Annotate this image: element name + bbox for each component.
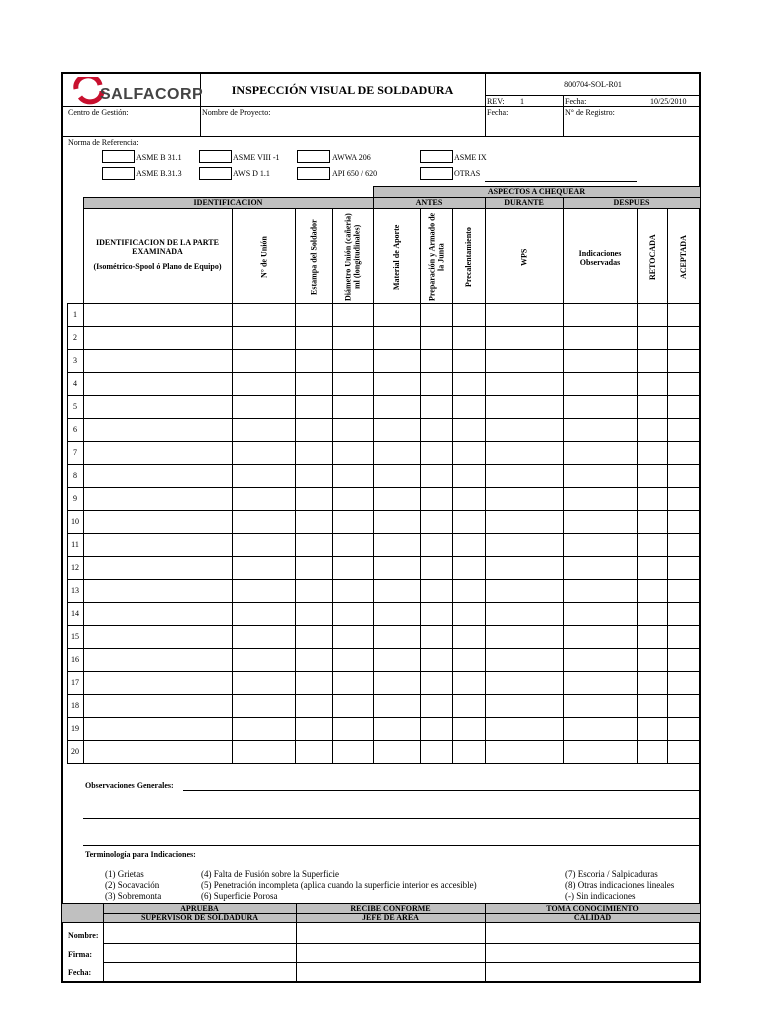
norma-option: ASME IX [454,153,487,162]
norma-option: OTRAS [454,169,481,178]
grid-row-line [67,303,700,304]
antes-header: ANTES [415,198,443,207]
jefe-header: JEFE DE AREA [362,913,419,922]
grid-row-line [67,418,700,419]
grid-row-line [67,326,700,327]
table-line [700,186,701,764]
checkbox-asme-b313[interactable] [102,167,135,180]
registro-label: N° de Registro: [565,108,615,117]
row-number: 13 [71,586,79,595]
grid-row-line [67,602,700,603]
row-number: 14 [71,609,79,618]
grid-row-line [67,717,700,718]
aspectos-header: ASPECTOS A CHEQUEAR [487,187,586,196]
grid-row-line [67,510,700,511]
grid-row-line [67,349,700,350]
row-number: 5 [73,402,77,411]
col-parte-examinada [84,238,231,271]
col-indicaciones: Indicaciones Observadas [578,249,622,267]
toma-header: TOMA CONOCIMIENTO [546,904,639,913]
grid-row-line [67,464,700,465]
term-item: (5) Penetración incompleta (aplica cuando la superficie interior es accesible) [201,880,477,890]
norma-option: AWS D 1.1 [233,169,270,178]
row-number: 19 [71,724,79,733]
term-item: (7) Escoria / Salpicaduras [565,869,658,879]
grid-row-line [67,579,700,580]
doc-code: 800704-SOL-R01 [564,80,622,89]
grid-row-line [67,648,700,649]
col-union: N° de Unión [259,236,269,278]
grid-row-line [67,441,700,442]
row-number: 12 [71,563,79,572]
calidad-header: CALIDAD [573,913,612,922]
col-wps: WPS [519,248,529,266]
row-number: 10 [71,517,79,526]
header-line [62,136,701,137]
despues-header: DESPUES [613,198,650,207]
row-number: 2 [73,333,77,342]
norma-option: ASME B 31.1 [136,153,182,162]
col-precalentamiento: Precalentamiento [464,227,473,287]
term-item: (2) Socavación [105,880,160,890]
term-item: (3) Sobremonta [105,891,162,901]
row-number: 1 [73,310,77,319]
grid-row-line [67,372,700,373]
norma-option: API 650 / 620 [332,169,378,178]
rev-label: REV: [487,97,505,106]
checkbox-api-650[interactable] [297,167,330,180]
checkbox-otras[interactable] [420,167,453,180]
observaciones-line[interactable] [83,818,700,819]
row-number: 17 [71,678,79,687]
grid-column-line [563,208,564,763]
grid-row-line [67,740,700,741]
header-divider [563,95,564,136]
header-line [485,95,701,96]
norma-option: ASME B.31.3 [136,169,182,178]
grid-row-line [67,625,700,626]
checkbox-aws-d11[interactable] [199,167,232,180]
term-item: (8) Otras indicaciones lineales [565,880,675,890]
norma-option: ASME VIII -1 [233,153,280,162]
checkbox-asme-ix[interactable] [420,150,453,163]
firma-label: Firma: [68,950,92,959]
logo-text: SALFACORP [100,86,204,103]
company-logo [72,77,204,105]
nombre-proyecto-label: Nombre de Proyecto: [202,108,271,117]
observaciones-line[interactable] [183,790,700,791]
term-item: (6) Superficie Porosa [201,891,278,901]
identificacion-header: IDENTIFICACION [193,198,263,207]
norma-label: Norma de Referencia: [68,138,139,147]
terminologia-label: Terminología para Indicaciones: [85,850,196,859]
grid-row-line [67,556,700,557]
row-number: 11 [71,540,79,549]
header-divider [200,72,201,136]
row-number: 16 [71,655,79,664]
col-material: Material de Aporte [392,224,401,290]
fecha-label: Fecha: [565,97,587,106]
row-number: 20 [71,747,79,756]
observaciones-line[interactable] [83,845,700,846]
grid-row-line [67,395,700,396]
rev-value: 1 [520,97,524,106]
fecha2-label: Fecha: [487,108,509,117]
col-diametro: Diámetro Unión (cañeria) ml (longitudinales) [343,213,362,301]
term-item: (4) Falta de Fusión sobre la Superficie [201,869,339,879]
header-line [62,106,701,107]
row-number: 9 [73,494,77,503]
fecha-firma-label: Fecha: [68,968,92,977]
col-parte-sub: (Isométrico-Spool ó Plano de Equipo) [93,262,222,271]
norma-option: AWWA 206 [332,153,371,162]
col-aceptada: ACEPTADA [679,235,688,279]
row-number: 7 [73,448,77,457]
row-number: 6 [73,425,77,434]
grid-row-line [67,487,700,488]
col-parte-title: IDENTIFICACION DE LA PARTE EXAMINADA [96,238,219,256]
row-number: 3 [73,356,77,365]
table-line [83,208,700,209]
checkbox-awwa-206[interactable] [297,150,330,163]
recibe-header: RECIBE CONFORME [350,904,431,913]
row-number: 18 [71,701,79,710]
checkbox-asme-b311[interactable] [102,150,135,163]
supervisor-header: SUPERVISOR DE SOLDADURA [140,913,259,922]
grid-row-line [67,533,700,534]
otras-line [485,181,637,182]
term-item: (1) Grietas [105,869,144,879]
form-title: INSPECCIÓN VISUAL DE SOLDADURA [231,83,454,97]
col-preparacion: Preparación y Armado de la Junta [427,212,446,302]
grid-row-line [67,763,700,764]
firmas-line [62,922,700,923]
grid-row-line [67,671,700,672]
row-number: 8 [73,471,77,480]
firmas-line [103,943,700,944]
term-item: (-) Sin indicaciones [565,891,636,901]
col-estampa: Estampa del Soldador [309,219,319,295]
firmas-line [103,962,700,963]
checkbox-asme-viii[interactable] [199,150,232,163]
centro-gestion-label: Centro de Gestión: [68,108,129,117]
durante-header: DURANTE [504,198,544,207]
observaciones-label: Observaciones Generales: [85,781,174,790]
col-retocada: RETOCADA [648,234,657,280]
fecha-value: 10/25/2010 [650,97,687,106]
table-line [83,197,84,764]
row-number: 4 [73,379,77,388]
grid-row-line [67,694,700,695]
row-number: 15 [71,632,79,641]
nombre-label: Nombre: [68,931,99,940]
aprueba-header: APRUEBA [180,904,219,913]
